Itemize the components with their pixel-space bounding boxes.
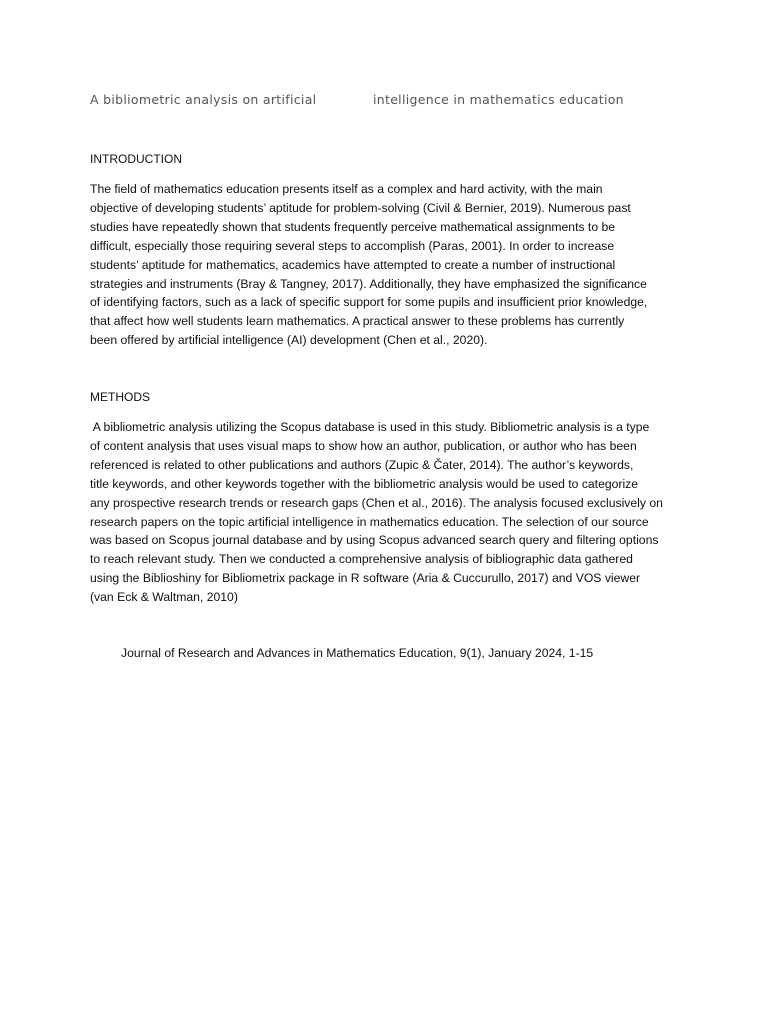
paragraph-line: referenced is related to other publications and authors (Zupic & Čater, 2014). The author’s keywords,: [90, 457, 634, 472]
title-part-2: intelligence in mathematics education: [373, 92, 624, 107]
paragraph-line: using the Biblioshiny for Bibliometrix package in R software (Aria & Cuccurullo, 2017) and VOS viewer: [90, 571, 641, 586]
paragraph-line: was based on Scopus journal database and by using Scopus advanced search query and filtering options: [90, 533, 659, 548]
methods-paragraph: [90, 418, 678, 607]
paragraph-line: research papers on the topic artificial intelligence in mathematics education. The selection of our source: [90, 514, 649, 529]
paragraph-line: of identifying factors, such as a lack of specific support for some pupils and insufficient prior knowledge,: [90, 295, 648, 310]
paragraph-line: to reach relevant study. Then we conducted a comprehensive analysis of bibliographic data gathered: [90, 552, 633, 567]
paragraph-line: difficult, especially those requiring several steps to accomplish (Paras, 2001). In order to increase: [90, 238, 615, 253]
introduction-paragraph: [90, 180, 678, 350]
paragraph-line: of content analysis that uses visual maps to show how an author, publication, or author who has been: [90, 438, 637, 453]
paragraph-line: title keywords, and other keywords together with the bibliometric analysis would be used to categorize: [90, 476, 639, 491]
title-part-1: A bibliometric analysis on artificial: [90, 92, 317, 107]
paragraph-line: strategies and instruments (Bray & Tangney, 2017). Additionally, they have emphasized the significance: [90, 276, 647, 291]
paragraph-line: The field of mathematics education presents itself as a complex and hard activity, with the main: [90, 182, 603, 196]
paragraph-line: been offered by artificial intelligence (AI) development (Chen et al., 2020).: [90, 333, 488, 348]
document-title: [90, 92, 690, 112]
paragraph-line: A bibliometric analysis utilizing the Scopus database is used in this study. Bibliometric analysis is a type: [90, 420, 650, 434]
paragraph-line: (van Eck & Waltman, 2010): [90, 590, 238, 605]
methods-heading: METHODS: [90, 390, 150, 404]
introduction-heading: INTRODUCTION: [90, 152, 182, 166]
journal-footer: Journal of Research and Advances in Mathematics Education, 9(1), January 2024, 1-15: [121, 646, 594, 660]
paragraph-line: any prospective research trends or research gaps (Chen et al., 2016). The analysis focused exclusively on: [90, 495, 663, 510]
paragraph-line: objective of developing students’ aptitude for problem-solving (Civil & Bernier, 2019). Numerous past: [90, 200, 631, 215]
paragraph-line: that affect how well students learn mathematics. A practical answer to these problems has currently: [90, 314, 625, 329]
paragraph-line: studies have repeatedly shown that students frequently perceive mathematical assignments to be: [90, 219, 616, 234]
paragraph-line: students’ aptitude for mathematics, academics have attempted to create a number of instructional: [90, 257, 616, 272]
